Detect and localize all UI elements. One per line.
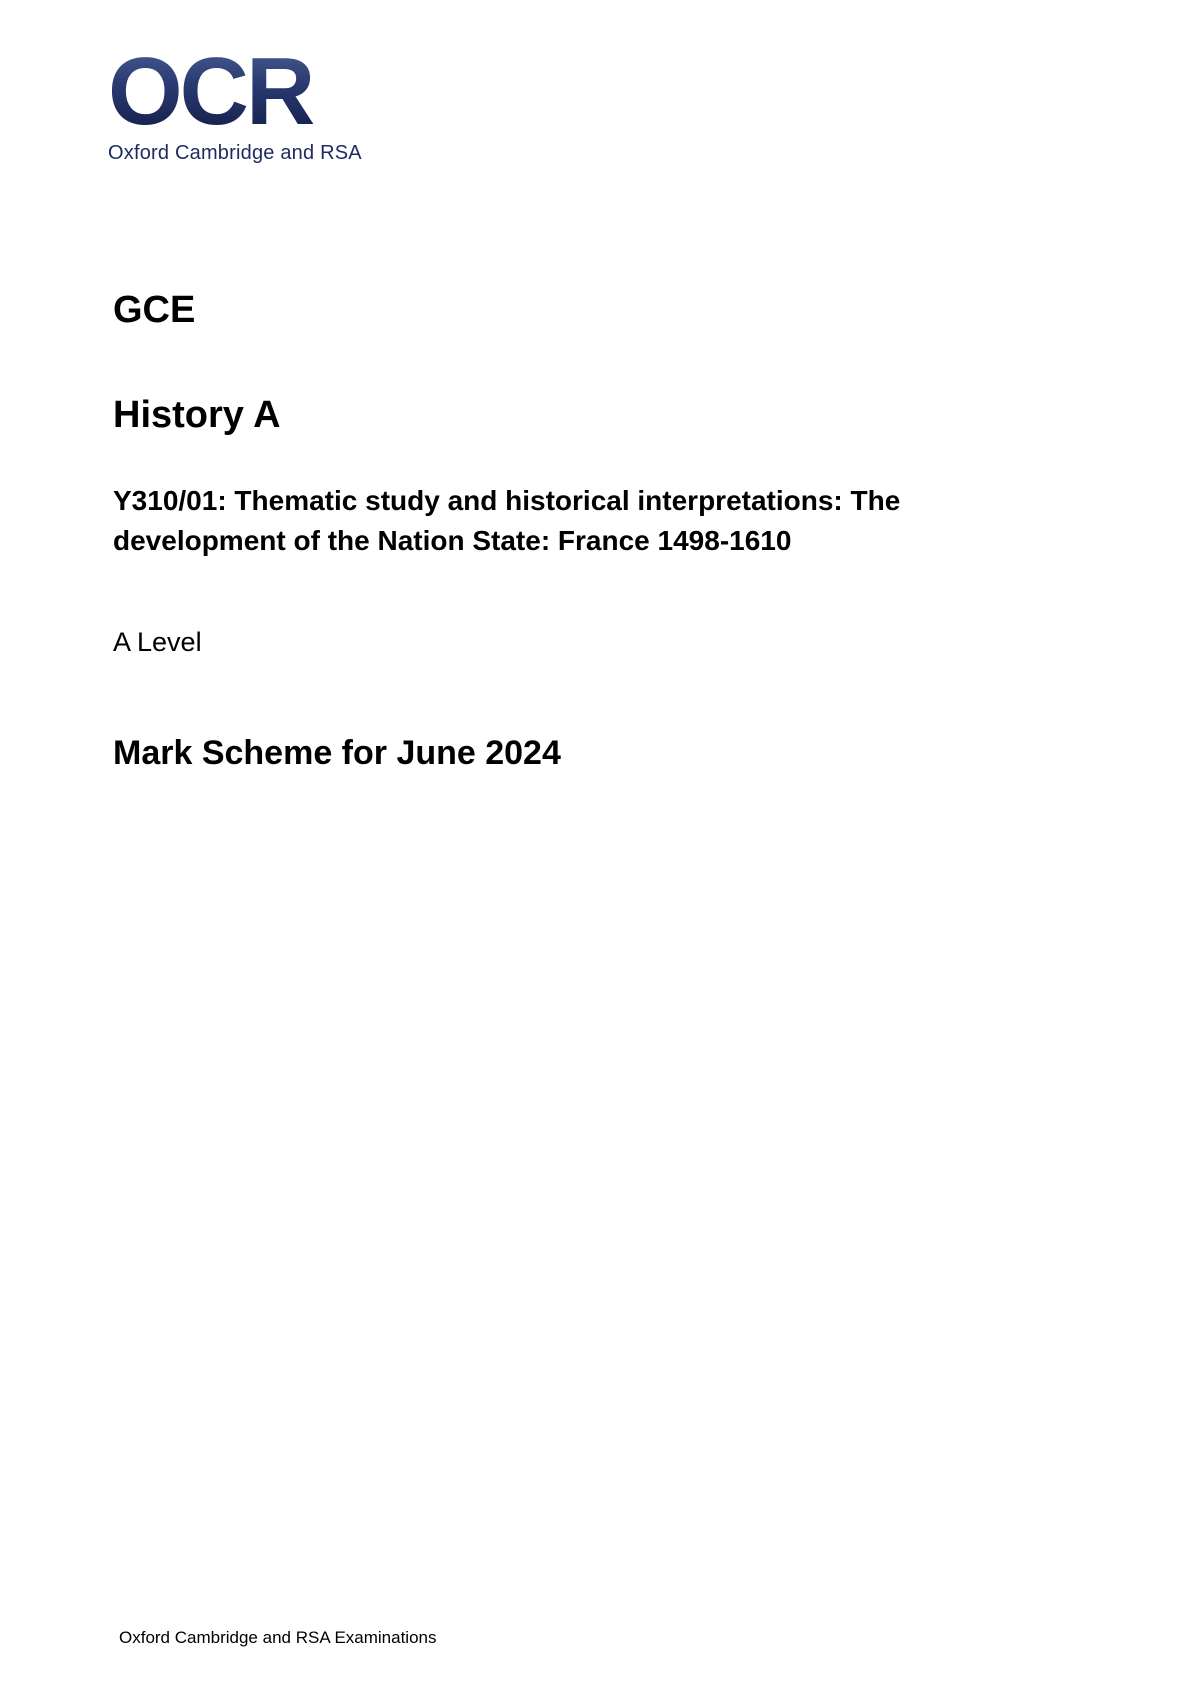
mark-scheme-title: Mark Scheme for June 2024 — [113, 734, 561, 772]
ocr-logo — [108, 38, 362, 165]
qualification-heading: GCE — [113, 289, 196, 331]
ocr-logo-text: OCR — [108, 44, 362, 140]
ocr-logo-tagline: Oxford Cambridge and RSA — [108, 142, 362, 164]
level-label: A Level — [113, 627, 202, 657]
footer-text: Oxford Cambridge and RSA Examinations — [119, 1628, 437, 1647]
unit-title: Y310/01: Thematic study and historical interpretations: The development of the Nation State: France 1498-1610 — [113, 485, 901, 556]
subject-heading: History A — [113, 394, 281, 436]
